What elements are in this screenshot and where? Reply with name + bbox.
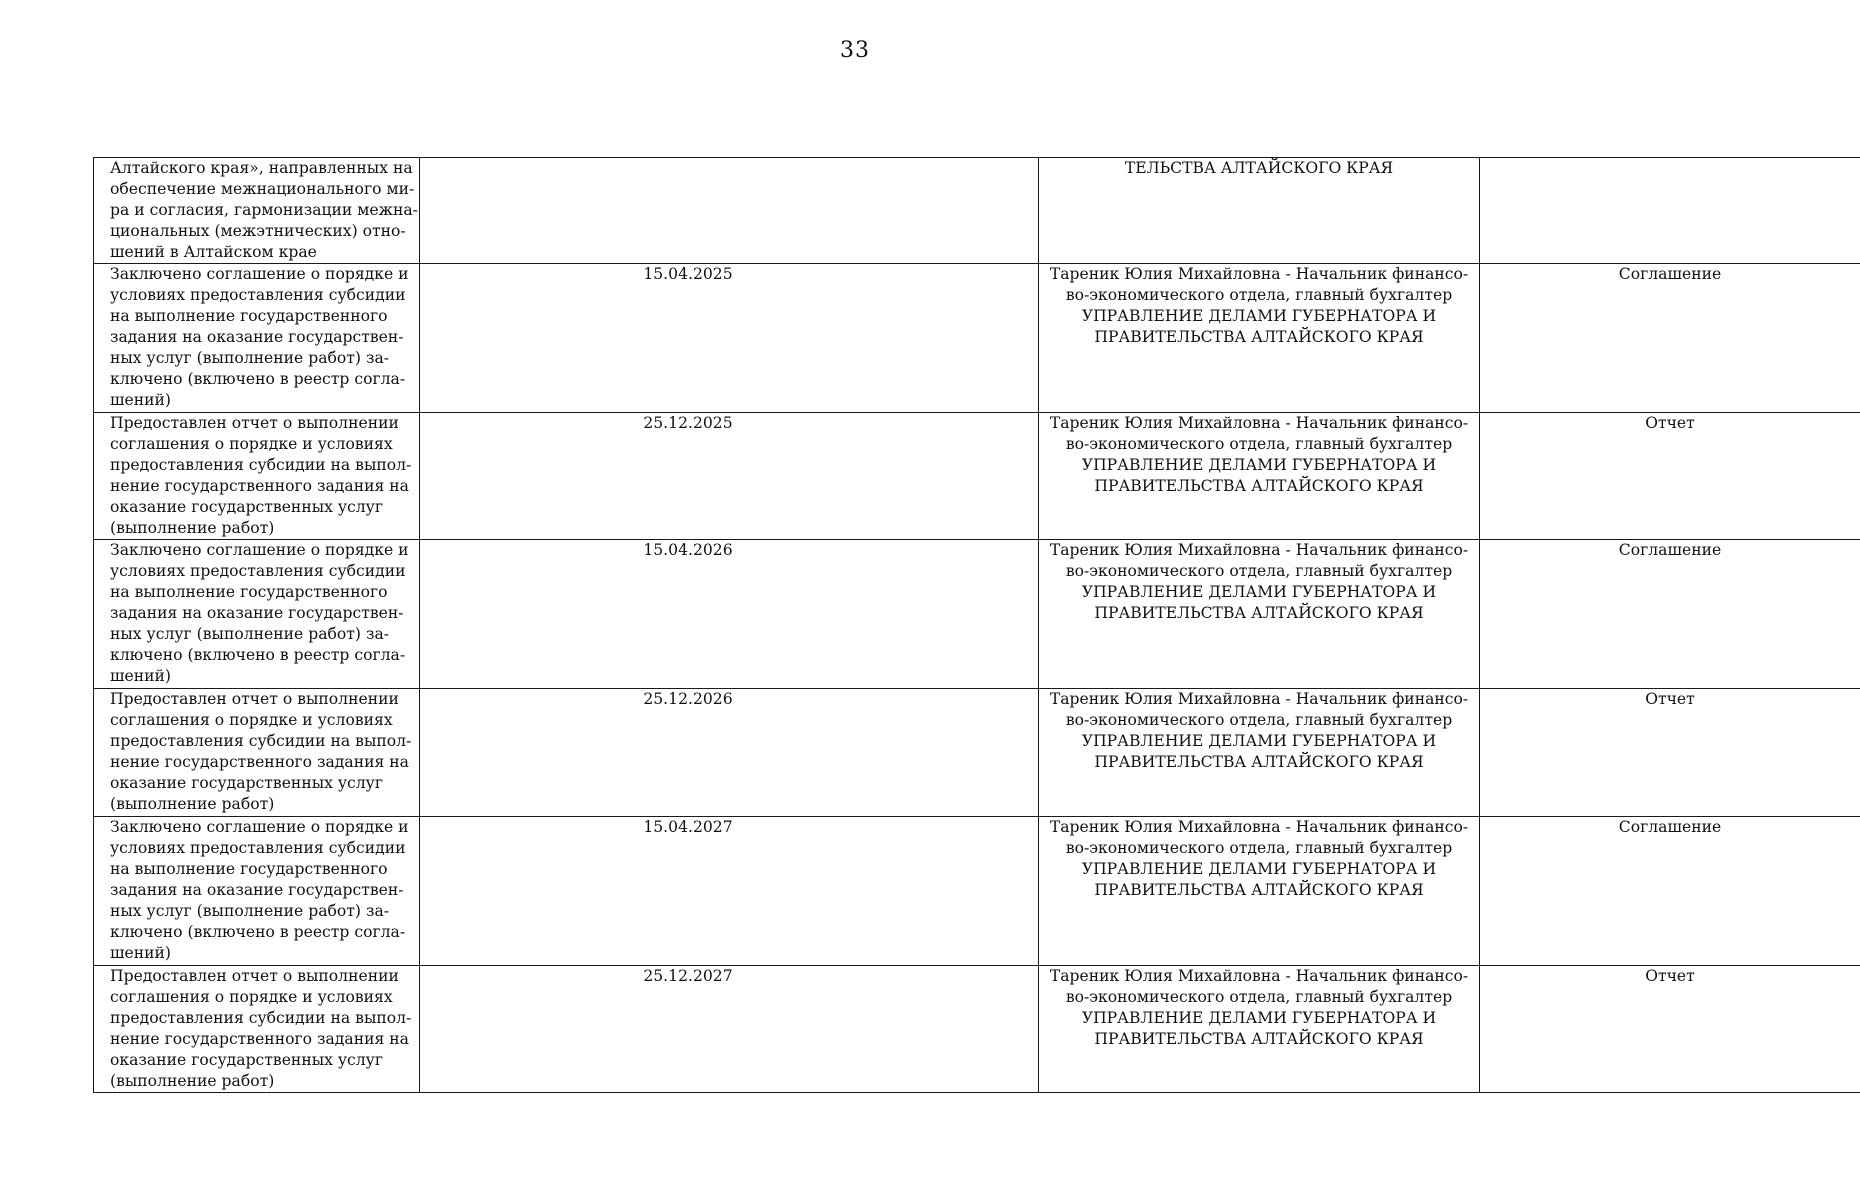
document-cell: Отчет <box>1480 413 1860 540</box>
document-cell: Отчет <box>1480 689 1860 817</box>
table-row <box>94 413 1860 540</box>
date-cell: 15.04.2025 <box>420 264 1039 413</box>
date-cell: 25.12.2027 <box>420 966 1039 1093</box>
responsible-cell: Тареник Юлия Михайловна - Начальник финансо- во-экономического отдела, главный бухгалтер УПРАВЛЕНИЕ ДЕЛАМИ ГУБЕРНАТОРА И ПРАВИТЕЛЬСТВА АЛТАЙСКОГО КРАЯ <box>1039 817 1480 966</box>
event-cell: Предоставлен отчет о выполнении соглашения о порядке и условиях предоставления субсидии на выпол- нение государственного задания на оказание государственных услуг (выполнение работ) <box>94 966 420 1093</box>
document-cell <box>1480 158 1860 264</box>
responsible-cell: ТЕЛЬСТВА АЛТАЙСКОГО КРАЯ <box>1039 158 1480 264</box>
responsible-cell: Тареник Юлия Михайловна - Начальник финансо- во-экономического отдела, главный бухгалтер УПРАВЛЕНИЕ ДЕЛАМИ ГУБЕРНАТОРА И ПРАВИТЕЛЬСТВА АЛТАЙСКОГО КРАЯ <box>1039 540 1480 689</box>
table-row <box>94 264 1860 413</box>
date-cell <box>420 158 1039 264</box>
document-cell: Отчет <box>1480 966 1860 1093</box>
schedule-table <box>93 157 1860 1093</box>
event-cell: Заключено соглашение о порядке и условиях предоставления субсидии на выполнение государственного задания на оказание государствен- ных услуг (выполнение работ) за- ключено (включено в реестр согла- шений) <box>94 540 420 689</box>
responsible-cell: Тареник Юлия Михайловна - Начальник финансо- во-экономического отдела, главный бухгалтер УПРАВЛЕНИЕ ДЕЛАМИ ГУБЕРНАТОРА И ПРАВИТЕЛЬСТВА АЛТАЙСКОГО КРАЯ <box>1039 264 1480 413</box>
document-cell: Соглашение <box>1480 264 1860 413</box>
event-cell: Заключено соглашение о порядке и условиях предоставления субсидии на выполнение государственного задания на оказание государствен- ных услуг (выполнение работ) за- ключено (включено в реестр согла- шений) <box>94 817 420 966</box>
responsible-cell: Тареник Юлия Михайловна - Начальник финансо- во-экономического отдела, главный бухгалтер УПРАВЛЕНИЕ ДЕЛАМИ ГУБЕРНАТОРА И ПРАВИТЕЛЬСТВА АЛТАЙСКОГО КРАЯ <box>1039 966 1480 1093</box>
document-cell: Соглашение <box>1480 540 1860 689</box>
responsible-cell: Тареник Юлия Михайловна - Начальник финансо- во-экономического отдела, главный бухгалтер УПРАВЛЕНИЕ ДЕЛАМИ ГУБЕРНАТОРА И ПРАВИТЕЛЬСТВА АЛТАЙСКОГО КРАЯ <box>1039 689 1480 817</box>
event-cell: Алтайского края», направленных на обеспечение межнационального ми- ра и согласия, гармонизации межна- циональных (межэтнических) отно- шений в Алтайском крае <box>94 158 420 264</box>
date-cell: 25.12.2026 <box>420 689 1039 817</box>
event-cell: Предоставлен отчет о выполнении соглашения о порядке и условиях предоставления субсидии на выпол- нение государственного задания на оказание государственных услуг (выполнение работ) <box>94 413 420 540</box>
table-row <box>94 540 1860 689</box>
date-cell: 15.04.2026 <box>420 540 1039 689</box>
date-cell: 15.04.2027 <box>420 817 1039 966</box>
date-cell: 25.12.2025 <box>420 413 1039 540</box>
event-cell: Предоставлен отчет о выполнении соглашения о порядке и условиях предоставления субсидии на выпол- нение государственного задания на оказание государственных услуг (выполнение работ) <box>94 689 420 817</box>
responsible-cell: Тареник Юлия Михайловна - Начальник финансо- во-экономического отдела, главный бухгалтер УПРАВЛЕНИЕ ДЕЛАМИ ГУБЕРНАТОРА И ПРАВИТЕЛЬСТВА АЛТАЙСКОГО КРАЯ <box>1039 413 1480 540</box>
table-row <box>94 817 1860 966</box>
table-row <box>94 689 1860 817</box>
page-number: 33 <box>840 38 870 63</box>
document-cell: Соглашение <box>1480 817 1860 966</box>
table-row <box>94 158 1860 264</box>
event-cell: Заключено соглашение о порядке и условиях предоставления субсидии на выполнение государственного задания на оказание государствен- ных услуг (выполнение работ) за- ключено (включено в реестр согла- шений) <box>94 264 420 413</box>
table-row <box>94 966 1860 1093</box>
